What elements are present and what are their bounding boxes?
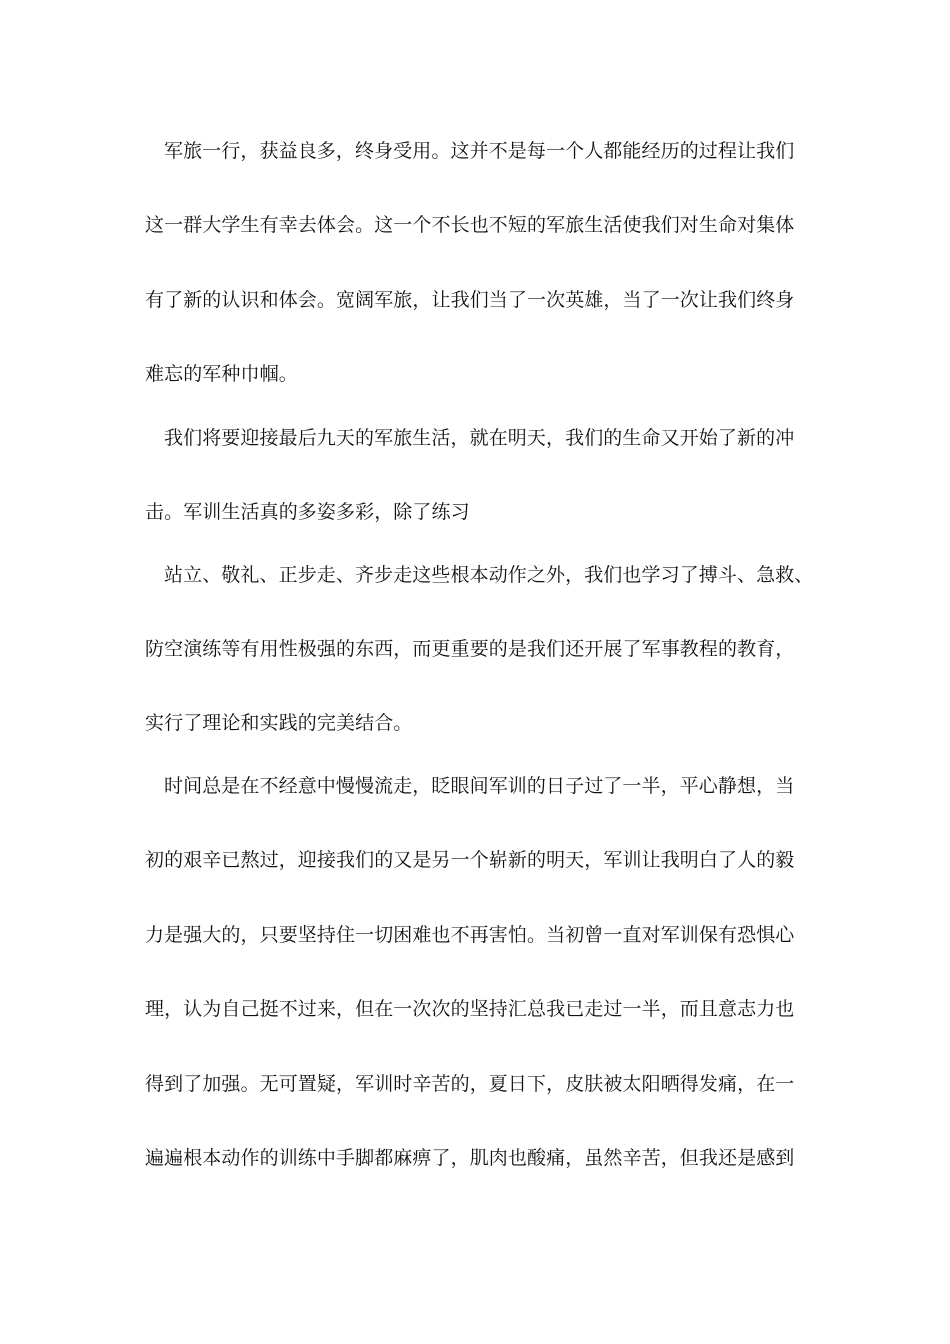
- paragraph-4-line-5: 得到了加强。无可置疑，军训时辛苦的，夏日下，皮肤被太阳晒得发痛，在一: [145, 1073, 795, 1095]
- paragraph-2-line-1: 我们将要迎接最后九天的军旅生活，就在明天，我们的生命又开始了新的冲: [164, 427, 795, 449]
- paragraph-4-line-2: 初的艰辛已熬过，迎接我们的又是另一个崭新的明天，军训让我明白了人的毅: [145, 849, 795, 871]
- paragraph-4-line-4: 理，认为自己挺不过来，但在一次次的坚持汇总我已走过一半，而且意志力也: [145, 998, 795, 1020]
- paragraph-1-line-1: 军旅一行，获益良多，终身受用。这并不是每一个人都能经历的过程让我们: [164, 140, 795, 162]
- paragraph-4-line-3: 力是强大的，只要坚持住一切困难也不再害怕。当初曾一直对军训保有恐惧心: [145, 924, 795, 946]
- paragraph-3-line-2: 防空演练等有用性极强的东西，而更重要的是我们还开展了军事教程的教育，: [145, 638, 795, 660]
- paragraph-1-line-3: 有了新的认识和体会。宽阔军旅，让我们当了一次英雄，当了一次让我们终身: [145, 289, 795, 311]
- paragraph-2-line-2: 击。军训生活真的多姿多彩，除了练习: [145, 501, 470, 523]
- paragraph-1-line-2: 这一群大学生有幸去体会。这一个不长也不短的军旅生活使我们对生命对集体: [145, 214, 795, 236]
- paragraph-4-line-1: 时间总是在不经意中慢慢流走，眨眼间军训的日子过了一半，平心静想，当: [164, 775, 795, 797]
- paragraph-3-line-1: 站立、敬礼、正步走、齐步走这些根本动作之外，我们也学习了搏斗、急救、: [164, 564, 814, 586]
- paragraph-4-line-6: 遍遍根本动作的训练中手脚都麻痹了，肌肉也酸痛，虽然辛苦，但我还是感到: [145, 1147, 795, 1169]
- paragraph-1-line-4: 难忘的军种巾帼。: [145, 363, 298, 385]
- paragraph-3-line-3: 实行了理论和实践的完美结合。: [145, 712, 413, 734]
